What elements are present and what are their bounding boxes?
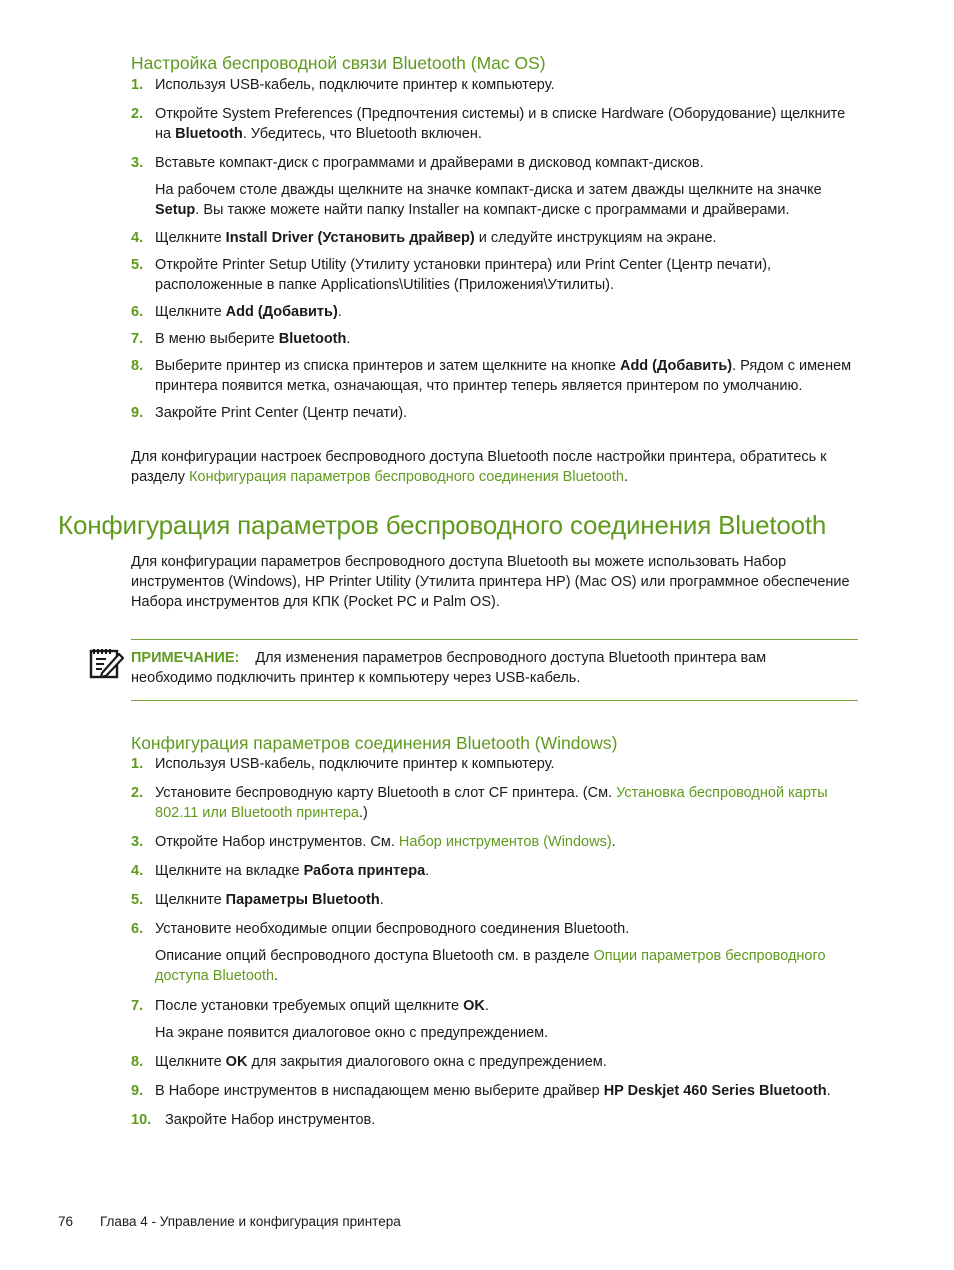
step-number: 7.	[131, 331, 144, 347]
step-body	[155, 783, 861, 823]
list-item	[131, 754, 861, 774]
bold-term: Add (Добавить)	[225, 304, 338, 320]
step-text: .	[346, 331, 351, 347]
step-body	[155, 832, 861, 852]
step-number: 3.	[131, 834, 144, 850]
step-text: В Наборе инструментов в ниспадающем меню выберите драйвер	[155, 1083, 604, 1099]
list-item	[131, 403, 861, 423]
step-text: Закройте Print Center (Центр печати).	[155, 405, 408, 421]
step-subparagraph	[155, 1023, 861, 1043]
step-text: Установите беспроводную карту Bluetooth в слот CF принтера. (См.	[155, 785, 617, 801]
step-number: 1.	[131, 756, 144, 772]
chapter-title: Глава 4 - Управление и конфигурация принтера	[100, 1214, 401, 1229]
step-text: .	[379, 892, 384, 908]
list-item	[131, 919, 861, 986]
list-item	[131, 153, 861, 220]
step-number: 5.	[131, 257, 144, 273]
bold-term: Работа принтера	[303, 863, 426, 879]
step-text: . Рядом с именем принтера появится метка, означающая, что принтер теперь является принтером по умолчанию.	[155, 358, 852, 394]
list-item	[131, 1052, 861, 1072]
step-text: . Убедитесь, что Bluetooth включен.	[242, 126, 482, 142]
step-number: 9.	[131, 405, 144, 421]
list-item	[131, 890, 861, 910]
step-text: После установки требуемых опций щелкните	[155, 998, 464, 1014]
step-text: Описание опций беспроводного доступа Bluetooth см. в разделе	[155, 948, 594, 964]
windows-steps-list	[131, 754, 861, 1130]
list-item	[131, 861, 861, 881]
step-body	[155, 754, 861, 774]
list-item	[131, 228, 861, 248]
step-number: 3.	[131, 155, 144, 171]
list-item	[131, 329, 861, 349]
bold-term: Setup	[155, 202, 196, 218]
step-text: В меню выберите	[155, 331, 279, 347]
note-bottom-rule	[131, 700, 858, 701]
step-text: На рабочем столе дважды щелкните на значке компакт-диска и затем дважды щелкните на значке	[155, 182, 822, 198]
step-text: Используя USB-кабель, подключите принтер к компьютеру.	[155, 77, 555, 93]
step-text: Щелкните	[155, 230, 226, 246]
step-text: Используя USB-кабель, подключите принтер к компьютеру.	[155, 756, 555, 772]
step-text: .)	[358, 805, 368, 821]
note-top-rule	[131, 639, 858, 640]
mac-closing-paragraph	[131, 447, 859, 487]
step-number: 6.	[131, 304, 144, 320]
cross-reference-link[interactable]: Конфигурация параметров беспроводного соединения Bluetooth	[189, 469, 624, 485]
step-subparagraph	[155, 946, 861, 986]
step-number: 2.	[131, 106, 144, 122]
config-intro-paragraph: Для конфигурации параметров беспроводного доступа Bluetooth вы можете использовать Набор инструментов (Windows), HP Printer Utility (Утилита принтера HP) (Mac OS) или программное обеспечение Набора инструментов для КПК (Pocket PC и Palm OS).	[131, 554, 850, 610]
step-subparagraph	[155, 180, 861, 220]
step-body	[155, 255, 861, 295]
step-number: 4.	[131, 230, 144, 246]
step-body	[155, 919, 861, 939]
list-item	[131, 832, 861, 852]
page-number: 76	[58, 1214, 74, 1229]
step-text: .	[623, 469, 628, 485]
bold-term: Bluetooth	[278, 331, 347, 347]
mac-section-title: Настройка беспроводной связи Bluetooth (Mac OS)	[131, 53, 546, 73]
step-text: Щелкните	[155, 304, 226, 320]
step-body	[155, 104, 861, 144]
step-body	[155, 75, 861, 95]
step-body	[155, 861, 861, 881]
step-body	[155, 1052, 861, 1072]
step-number: 7.	[131, 998, 144, 1014]
step-text: Выберите принтер из списка принтеров и затем щелкните на кнопке	[155, 358, 620, 374]
step-number: 1.	[131, 77, 144, 93]
step-body	[155, 890, 861, 910]
step-number: 8.	[131, 358, 144, 374]
note-pencil-icon	[88, 645, 124, 679]
step-text: Щелкните	[155, 1054, 226, 1070]
step-text: Вставьте компакт-диск с программами и драйверами в дисковод компакт-дисков.	[155, 155, 704, 171]
step-text: Откройте Printer Setup Utility (Утилиту установки принтера) или Print Center (Центр печати), расположенные в папке Applications\Utilities (Приложения\Утилиты).	[155, 257, 772, 293]
step-body	[155, 996, 861, 1016]
step-text: .	[274, 968, 279, 984]
step-body	[155, 228, 861, 248]
step-body	[155, 302, 861, 322]
step-body	[165, 1110, 861, 1130]
note-text-block	[131, 648, 831, 688]
step-number: 9.	[131, 1083, 144, 1099]
step-text: .	[611, 834, 616, 850]
step-text: На экране появится диалоговое окно с предупреждением.	[155, 1025, 549, 1041]
step-body	[155, 153, 861, 173]
step-text: и следуйте инструкциям на экране.	[474, 230, 717, 246]
mac-steps-list	[131, 75, 861, 423]
step-text: .	[425, 863, 430, 879]
bold-term: OK	[463, 998, 485, 1014]
list-item	[131, 1110, 861, 1130]
step-body	[155, 403, 861, 423]
page-footer	[58, 1214, 401, 1229]
list-item	[131, 75, 861, 95]
cross-reference-link[interactable]: Установка беспроводной карты 802.11 или Bluetooth принтера	[155, 785, 828, 821]
step-number: 4.	[131, 863, 144, 879]
config-section-title: Конфигурация параметров беспроводного соединения Bluetooth	[58, 510, 827, 540]
list-item	[131, 996, 861, 1043]
list-item	[131, 255, 861, 295]
step-number: 6.	[131, 921, 144, 937]
bold-term: Bluetooth	[175, 126, 243, 142]
step-text: . Вы также можете найти папку Installer на компакт-диске с программами и драйверами.	[195, 202, 790, 218]
list-item	[131, 302, 861, 322]
cross-reference-link[interactable]: Набор инструментов (Windows)	[398, 834, 612, 850]
bold-term: Install Driver (Установить драйвер)	[225, 230, 475, 246]
step-text: Откройте Набор инструментов. См.	[155, 834, 399, 850]
bold-term: OK	[225, 1054, 248, 1070]
step-text: Щелкните на вкладке	[155, 863, 304, 879]
step-body	[155, 356, 861, 396]
step-number: 5.	[131, 892, 144, 908]
cross-reference-link[interactable]: Опции параметров беспроводного доступа Bluetooth	[155, 948, 826, 984]
bold-term: Параметры Bluetooth	[225, 892, 380, 908]
note-body: Для изменения параметров беспроводного доступа Bluetooth принтера вам необходимо подключить принтер к компьютеру через USB-кабель.	[131, 650, 767, 686]
step-number: 10.	[131, 1112, 152, 1128]
step-text: Откройте System Preferences (Предпочтения системы) и в списке Hardware (Оборудование) щелкните на	[155, 106, 846, 142]
list-item	[131, 356, 861, 396]
note-label: ПРИМЕЧАНИЕ:	[131, 650, 240, 666]
list-item	[131, 104, 861, 144]
step-body	[155, 1081, 861, 1101]
step-text: .	[337, 304, 342, 320]
step-text: Для конфигурации настроек беспроводного доступа Bluetooth после настройки принтера, обратитесь к разделу	[131, 449, 827, 485]
list-item	[131, 783, 861, 823]
step-number: 8.	[131, 1054, 144, 1070]
step-text: для закрытия диалогового окна с предупреждением.	[247, 1054, 607, 1070]
step-number: 2.	[131, 785, 144, 801]
step-text: .	[484, 998, 489, 1014]
step-text: .	[826, 1083, 831, 1099]
list-item	[131, 1081, 861, 1101]
bold-term: Add (Добавить)	[619, 358, 733, 374]
bold-term: HP Deskjet 460 Series Bluetooth	[603, 1083, 827, 1099]
windows-section-title: Конфигурация параметров соединения Bluetooth (Windows)	[131, 733, 618, 753]
step-text: Установите необходимые опции беспроводного соединения Bluetooth.	[155, 921, 630, 937]
step-text: Щелкните	[155, 892, 226, 908]
step-text: Закройте Набор инструментов.	[165, 1112, 376, 1128]
step-body	[155, 329, 861, 349]
